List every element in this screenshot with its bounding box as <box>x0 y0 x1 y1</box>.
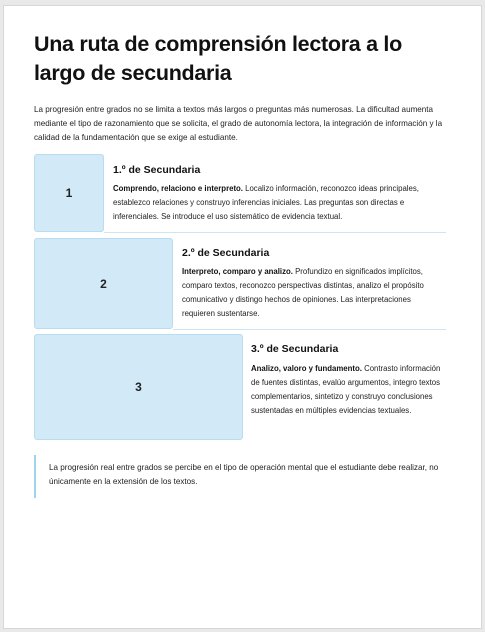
stage-2-description <box>182 265 432 321</box>
stage-1-divider <box>104 232 446 233</box>
callout-note-text: La progresión real entre grados se percibe en el tipo de operación mental que el estudiante debe realizar, no únicamente en la extensión de los textos. <box>49 463 439 486</box>
document-page <box>3 5 482 629</box>
stage-3-number: 3 <box>135 380 142 394</box>
stage-1-lead: Comprendo, relaciono e interpreto. <box>113 184 243 193</box>
callout-note <box>34 455 446 498</box>
stage-2-divider <box>173 329 446 330</box>
stage-3-box <box>34 334 243 440</box>
stage-3-description <box>251 362 443 418</box>
stage-2-lead: Interpreto, comparo y analizo. <box>182 267 293 276</box>
stage-1-title: 1.º de Secundaria <box>113 164 201 176</box>
stage-3-lead: Analizo, valoro y fundamento. <box>251 364 362 373</box>
page-title: Una ruta de comprensión lectora a lo largo de secundaria <box>34 32 402 85</box>
stage-1-description <box>113 182 446 224</box>
stage-1-text: Localizo información, reconozco ideas principales, establezco relaciones y construyo inferencias iniciales. Las preguntas son directas e inferenciales. Se introduce el uso sistemático de evidencia textual. <box>113 184 419 221</box>
stage-2-title: 2.º de Secundaria <box>182 247 270 259</box>
stage-1-number: 1 <box>65 186 73 200</box>
stage-2-number: 2 <box>100 276 107 291</box>
stage-2-box <box>34 238 173 329</box>
stage-3-title: 3.º de Secundaria <box>251 343 339 355</box>
stage-1-box <box>34 154 104 232</box>
intro-paragraph: La progresión entre grados no se limita a textos más largos o preguntas más numerosas. La dificultad aumenta mediante el tipo de razonamiento que se solicita, el grado de autonomía lectora, la integración de información y la calidad de la fundamentación que se exige al estudiante. <box>34 105 443 142</box>
stage-2-text: Profundizo en significados implícitos, comparo textos, reconozco perspectivas distintas, analizo el propósito comunicativo y distingo hechos de opiniones. Las interpretaciones requieren sustentarse. <box>182 267 424 318</box>
stage-3-text: Contrasto información de fuentes distintas, evalúo argumentos, integro textos complementarios, sintetizo y construyo conclusiones sustentadas en múltiples evidencias textuales. <box>251 364 441 415</box>
